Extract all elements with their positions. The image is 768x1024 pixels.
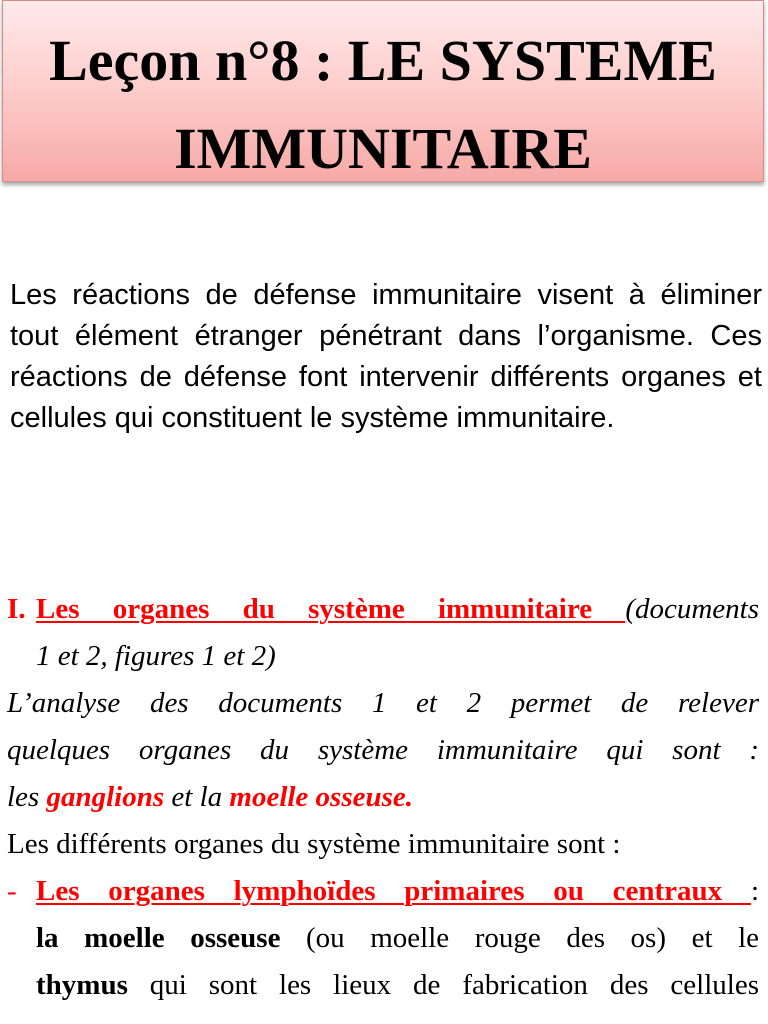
title-banner bbox=[2, 0, 764, 182]
section-number: I. bbox=[7, 593, 26, 625]
bullet-1-heading-line bbox=[7, 868, 759, 915]
term-thymus: thymus bbox=[36, 969, 128, 1001]
bullet-1-heading: Les organes lymphoïdes primaires ou centraux bbox=[36, 875, 751, 907]
section-1-heading-line bbox=[7, 586, 759, 633]
term-ganglions: ganglions bbox=[46, 781, 165, 813]
title-line-1: Leçon n°8 : LE SYSTEME bbox=[49, 28, 717, 93]
title-line-2: IMMUNITAIRE bbox=[174, 116, 592, 181]
intro-paragraph: Les réactions de défense immunitaire visent à éliminer tout élément étranger pénétrant dans l’organisme. Ces réactions de défense font intervenir différents organes et cellules qui constituent le système immunitaire. bbox=[10, 279, 762, 434]
term-moelle-osseuse-bold: la moelle osseuse bbox=[36, 922, 281, 954]
analysis-prefix: les bbox=[7, 781, 47, 813]
analysis-line-2: quelques organes du système immunitaire qui sont : bbox=[7, 734, 759, 766]
section-reference: (documents bbox=[625, 593, 759, 625]
term-moelle-osseuse: moelle osseuse. bbox=[229, 781, 414, 813]
bullet-dash: - bbox=[7, 875, 17, 907]
organs-intro: Les différents organes du système immunitaire sont : bbox=[7, 828, 621, 860]
analysis-line-1: L’analyse des documents 1 et 2 permet de relever bbox=[7, 687, 759, 719]
bullet-1-colon: : bbox=[750, 875, 759, 907]
section-reference-cont: 1 et 2, figures 1 et 2) bbox=[36, 640, 276, 672]
bullet-1-line-3 bbox=[7, 962, 759, 1009]
bullet-1-line-2 bbox=[7, 915, 759, 962]
bullet-1-line-2-text: (ou moelle rouge des os) et le bbox=[280, 922, 759, 954]
lesson-body bbox=[7, 586, 759, 1009]
section-heading: Les organes du système immunitaire bbox=[36, 593, 626, 625]
analysis-connector: et la bbox=[164, 781, 230, 813]
analysis-line-3 bbox=[7, 774, 759, 821]
bullet-1-line-3-text: qui sont les lieux de fabrication des cellules bbox=[127, 969, 759, 1001]
